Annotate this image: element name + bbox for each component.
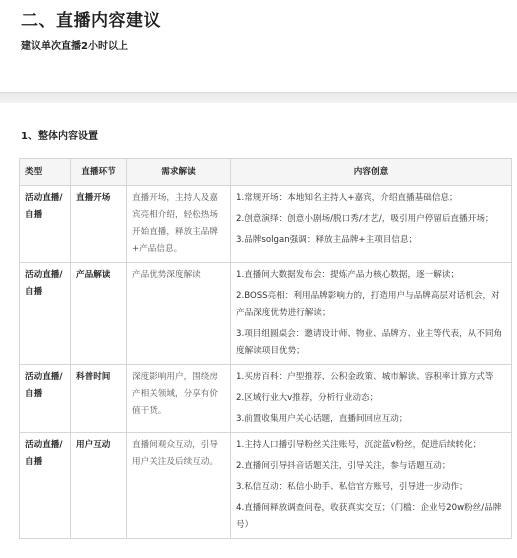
- idea-line: 1.常规开场：本地知名主持人+嘉宾，介绍直播基础信息；: [236, 193, 458, 203]
- cell-type: 活动直播/自播: [20, 365, 71, 433]
- cell-need: 直播开场，主持人及嘉宾亮相介绍，轻松热场开始直播，释放主品牌+产品信息。: [127, 186, 231, 263]
- idea-line: 1.主持人口播引导粉丝关注账号，沉淀蓝v粉丝，促进后续转化；: [236, 440, 482, 450]
- cell-need: 深度影响用户，围绕房产相关领域，分享有价值干货。: [127, 365, 231, 433]
- header-type: 类型: [20, 159, 71, 186]
- idea-line: 3.品牌solgan强调：释放主品牌+主项目信息；: [236, 235, 418, 245]
- page-subtitle: 建议单次直播2小时以上: [21, 41, 128, 52]
- table-row: [20, 263, 512, 365]
- idea-line: 1.直播间大数据发布会：提炼产品力核心数据，逐一解读；: [236, 270, 460, 280]
- cell-stage: 产品解读: [71, 263, 127, 365]
- cell-type: 活动直播/自播: [20, 433, 71, 539]
- content-table: [19, 158, 512, 539]
- section-divider: [0, 92, 517, 103]
- cell-ideas: [231, 186, 512, 263]
- idea-line: 1.买房百科：户型推荐、公积金政策、城市解读、容积率计算方式等: [236, 372, 494, 382]
- page-title: 二、直播内容建议: [21, 11, 161, 31]
- table-header-row: [20, 159, 512, 186]
- idea-line: 2.创意演绎：创意小剧场/脱口秀/才艺/，吸引用户停留后直播开场；: [236, 214, 494, 224]
- idea-line: 3.前置收集用户关心话题，直播间回应互动；: [236, 414, 408, 424]
- cell-ideas: [231, 263, 512, 365]
- cell-ideas: [231, 365, 512, 433]
- idea-line: 2.BOSS亮相：利用品牌影响力的，打造用户与品牌高层对话机会，对产品深度优势进行解读；: [236, 291, 500, 318]
- page-header: [0, 0, 517, 92]
- header-stage: 直播环节: [71, 159, 127, 186]
- idea-line: 2.直播间引导抖音话题关注，引导关注，参与话题互动；: [236, 461, 451, 471]
- cell-ideas: [231, 433, 512, 539]
- cell-need: 直播间观众互动，引导用户关注及后续互动。: [127, 433, 231, 539]
- cell-type: 活动直播/自播: [20, 263, 71, 365]
- cell-stage: 科普时间: [71, 365, 127, 433]
- cell-type: 活动直播/自播: [20, 186, 71, 263]
- table-row: [20, 433, 512, 539]
- table-row: [20, 365, 512, 433]
- cell-need: 产品优势深度解读: [127, 263, 231, 365]
- idea-line: 2.区域行业大v推荐，分析行业动态；: [236, 393, 379, 403]
- table-row: [20, 186, 512, 263]
- section-title: 1、整体内容设置: [21, 131, 98, 142]
- cell-stage: 直播开场: [71, 186, 127, 263]
- cell-stage: 用户互动: [71, 433, 127, 539]
- idea-line: 4.直播间释放调查问卷，收获真实交互；（门槛：企业号20w粉丝/品牌号）: [236, 503, 502, 530]
- idea-line: 3.私信互动：私信小助手、私信官方账号，引导进一步动作；: [236, 482, 468, 492]
- idea-line: 3.项目组圆桌会：邀请设计师、物业、品牌方、业主等代表，从不同角度解读项目优势；: [236, 329, 503, 356]
- header-ideas: 内容创意: [231, 159, 512, 186]
- header-need: 需求解读: [127, 159, 231, 186]
